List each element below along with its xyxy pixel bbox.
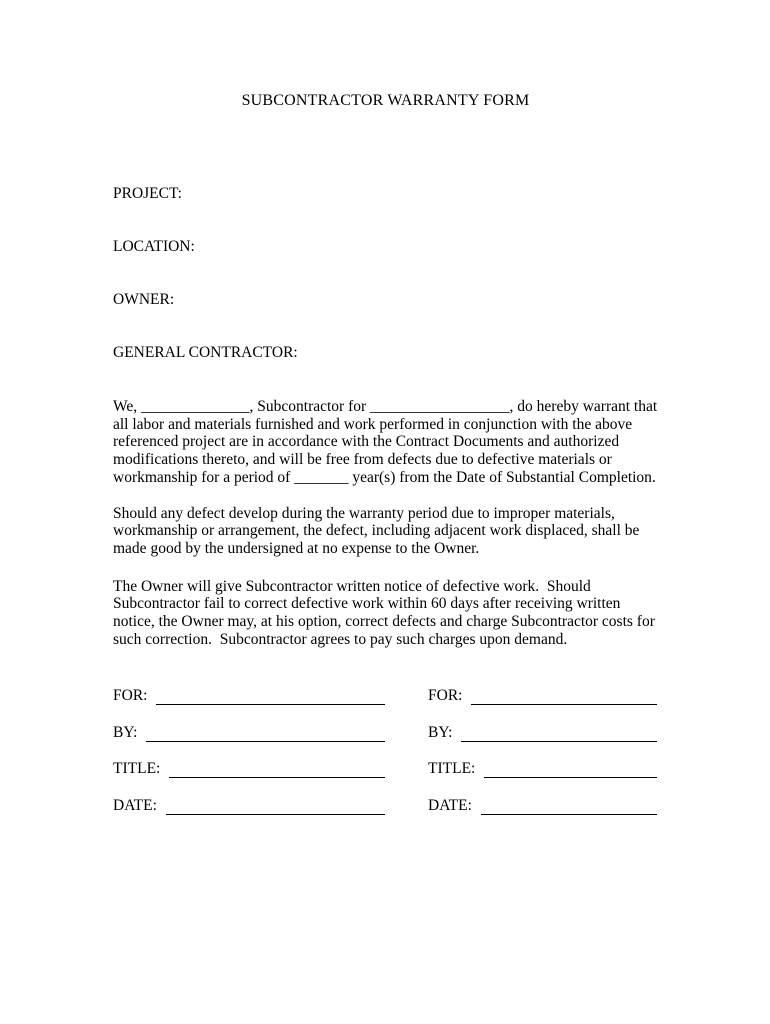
signature-label-by-right: BY:	[428, 723, 453, 741]
signature-row-for-right	[428, 687, 657, 705]
signature-row-for-left	[113, 687, 385, 705]
signature-label-date-right: DATE:	[428, 796, 472, 814]
signature-row-by-left	[113, 724, 385, 742]
signature-line-for-right	[471, 688, 657, 705]
signature-line-by-left	[146, 725, 385, 742]
header-fields	[113, 185, 658, 362]
signature-row-title-left	[113, 760, 385, 778]
field-label-owner: OWNER:	[113, 291, 175, 308]
signature-column-left	[113, 687, 385, 815]
signature-line-by-right	[461, 725, 657, 742]
field-label-project: PROJECT:	[113, 185, 182, 202]
warranty-paragraph-2: Should any defect develop during the warranty period due to improper materials, workmanship or arrangement, the defect, including adjacent work displaced, shall be made good by the undersigned at no expense to the Owner.	[113, 504, 644, 557]
signature-label-date-left: DATE:	[113, 796, 157, 814]
warranty-paragraph-3: The Owner will give Subcontractor written notice of defective work. Should Subcontractor fail to correct defective work within 60 days after receiving written notice, the Owner may, at his option, correct defects and charge Subcontractor costs for such correction. Subcontractor agrees to pay such charges upon demand.	[113, 577, 659, 648]
signature-column-right	[428, 687, 657, 815]
signature-label-for-right: FOR:	[428, 687, 463, 705]
signature-label-title-right: TITLE:	[428, 760, 476, 778]
signature-line-title-right	[484, 761, 657, 778]
signature-label-title-left: TITLE:	[113, 760, 161, 778]
field-label-general-contractor: GENERAL CONTRACTOR:	[113, 344, 298, 361]
signature-line-for-left	[156, 688, 385, 705]
signature-line-date-right	[481, 798, 657, 815]
field-label-location: LOCATION:	[113, 238, 195, 255]
signature-row-title-right	[428, 760, 657, 778]
page-title: SUBCONTRACTOR WARRANTY FORM	[241, 92, 530, 109]
signature-line-date-left	[166, 798, 385, 815]
warranty-paragraph-1: We, ______________, Subcontractor for __________________, do hereby warrant that all labor and materials furnished and work performed in conjunction with the above referenced project are in accordance with the Contract Documents and authorized modifications thereto, and will be free from defects due to defective materials or workmanship for a period of _______ year(s) from the Date of Substantial Completion.	[113, 398, 662, 486]
signature-block	[113, 687, 658, 815]
signature-row-by-right	[428, 724, 657, 742]
signature-label-by-left: BY:	[113, 723, 138, 741]
signature-line-title-left	[169, 761, 385, 778]
signature-row-date-right	[428, 797, 657, 815]
signature-label-for-left: FOR:	[113, 687, 148, 705]
signature-row-date-left	[113, 797, 385, 815]
